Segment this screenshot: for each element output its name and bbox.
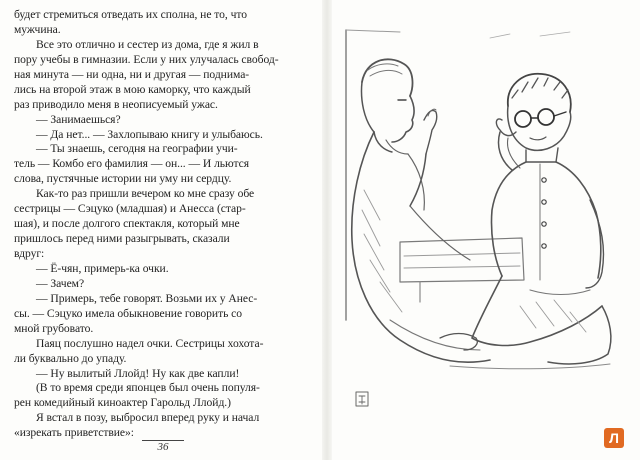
text-line: — Да нет... — Захлопываю книгу и улыбаюсь. [36, 127, 263, 141]
text-line: лись на второй этаж в мою каморку, что каждый [14, 82, 251, 96]
text-line: будет стремиться отведать их сполна, не то, что [14, 8, 247, 21]
text-line: раз приводило меня в неописуемый ужас. [14, 97, 218, 111]
text-line: шая), и после долгого спектакля, который мне [14, 217, 240, 231]
ink-illustration [340, 20, 628, 440]
text-line: мной грубовато. [14, 321, 94, 335]
text-line: — Ты знаешь, сегодня на географии учи- [36, 142, 238, 156]
watermark-logo: Л [604, 428, 624, 448]
text-column [14, 8, 314, 441]
text-line: «изрекать приветствие»: [14, 426, 134, 440]
text-line: ная минута — ни одна, ни и другая — поднима- [14, 67, 250, 81]
text-line: — Ё-чян, примерь-ка очки. [36, 261, 169, 275]
book-gutter [322, 0, 332, 460]
text-line: — Ну вылитый Ллойд! Ну как две капли! [36, 366, 240, 380]
text-line: мужчина. [14, 22, 61, 36]
text-line: тель — Комбо его фамилия — он... — И льются [14, 157, 250, 171]
text-line: вдруг: [14, 247, 45, 260]
text-line: Все это отлично и сестер из дома, где я жил в [36, 37, 259, 51]
text-line: ли буквально до упаду. [14, 351, 127, 365]
text-line: — Зачем? [36, 276, 85, 290]
text-line: сы. — Сэцуко имела обыкновение говорить со [14, 306, 243, 320]
text-line: Как-то раз пришли вечером ко мне сразу обе [36, 187, 255, 201]
text-line: слова, пустячные истории ни уму ни сердцу. [14, 172, 232, 186]
text-line: пришлось перед ними разыгрывать, сказали [14, 232, 230, 246]
page-number: 36 [157, 441, 169, 453]
text-line: пору учебы в гимназии. Если у них улучалась свобод- [14, 52, 279, 66]
text-line: Я встал в позу, выбросил вперед руку и начал [36, 411, 260, 425]
text-line: — Занимаешься? [36, 112, 121, 126]
text-line: Паяц послушно надел очки. Сестрицы хохота- [36, 336, 264, 350]
text-line: (В то время среди японцев был очень популя- [36, 381, 260, 395]
text-line: рен комедийный киноактер Гарольд Ллойд.) [14, 396, 231, 410]
text-line: — Примерь, тебе говорят. Возьми их у Анес- [36, 291, 258, 305]
text-line: сестрицы — Сэцуко (младшая) и Анесса (стар- [14, 202, 246, 216]
